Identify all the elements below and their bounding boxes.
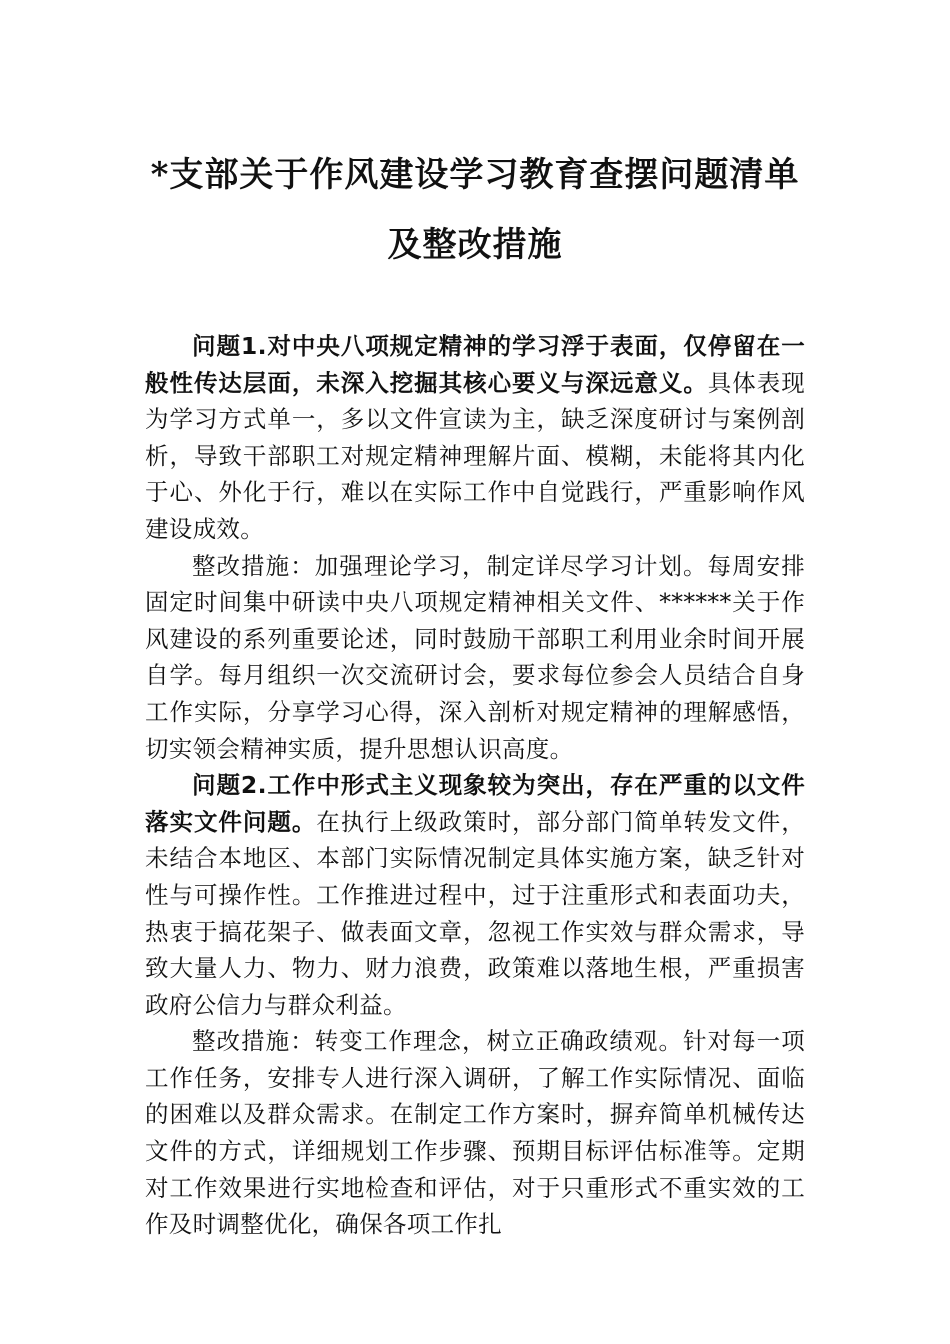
problem-1-heading: 问题1.对中央八项规定精神的学习浮于表面，仅停留在一般性传达层面，未深入挖掘其核心要义与深远意义。 [145,332,805,397]
title-line-1: *支部关于作风建设学习教育查摆问题清单 [150,155,800,195]
document-body [145,328,805,1243]
problem-1-detail: 具体表现为学习方式单一，多以文件宣读为主，缺乏深度研讨与案例剖析，导致干部职工对规定精神理解片面、模糊，未能将其内化于心、外化于行，难以在实际工作中自觉践行，严重影响作风建设成效。 [145,368,806,543]
document-title [135,140,815,280]
paragraph-measure-1 [145,548,805,768]
paragraph-problem-1 [145,328,805,548]
problem-2-detail: 在执行上级政策时，部分部门简单转发文件，未结合本地区、本部门实际情况制定具体实施方案，缺乏针对性与可操作性。工作推进过程中，过于注重形式和表面功夫，热衷于搞花架子、做表面文章，忽视工作实效与群众需求，导致大量人力、物力、财力浪费，政策难以落地生根，严重损害政府公信力与群众利益。 [145,807,806,1019]
paragraph-problem-2 [145,767,805,1023]
problem-2-heading: 问题2.工作中形式主义现象较为突出，存在严重的以文件落实文件问题。 [145,771,805,836]
paragraph-measure-2 [145,1023,805,1243]
document-page [145,0,805,1344]
title-line-2: 及整改措施 [387,225,563,265]
measure-2-text: 整改措施：转变工作理念，树立正确政绩观。针对每一项工作任务，安排专人进行深入调研，了解工作实际情况、面临的困难以及群众需求。在制定工作方案时，摒弃简单机械传达文件的方式，详细规划工作步骤、预期目标评估标准等。定期对工作效果进行实地检查和评估，对于只重形式不重实效的工作及时调整优化，确保各项工作扎 [145,1027,805,1239]
measure-1-text: 整改措施：加强理论学习，制定详尽学习计划。每周安排固定时间集中研读中央八项规定精神相关文件、******关于作风建设的系列重要论述，同时鼓励干部职工利用业余时间开展自学。每月组织一次交流研讨会，要求每位参会人员结合自身工作实际，分享学习心得，深入剖析对规定精神的理解感悟，切实领会精神实质，提升思想认识高度。 [145,551,805,763]
